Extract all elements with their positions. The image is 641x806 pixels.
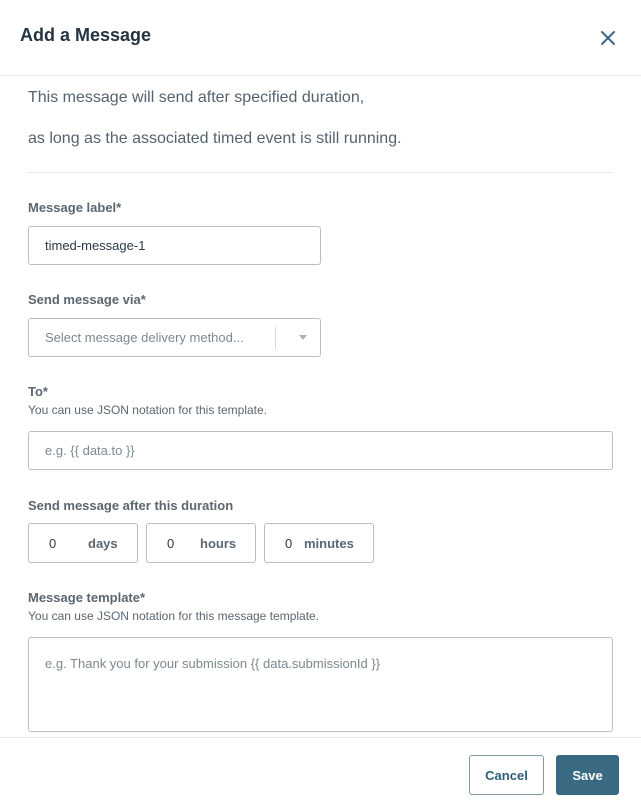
to-hint: You can use JSON notation for this template. bbox=[28, 403, 268, 417]
to-placeholder: e.g. {{ data.to }} bbox=[45, 443, 135, 458]
section-divider bbox=[28, 172, 612, 173]
message-label-heading: Message label* bbox=[28, 200, 122, 215]
message-label-value: timed-message-1 bbox=[45, 238, 146, 253]
select-divider bbox=[275, 327, 276, 349]
message-label-input[interactable] bbox=[28, 226, 321, 265]
intro-line-2: as long as the associated timed event is still running. bbox=[28, 130, 402, 147]
duration-heading: Send message after this duration bbox=[28, 498, 234, 513]
minutes-unit: minutes bbox=[304, 536, 354, 551]
intro-line-1: This message will send after specified duration, bbox=[28, 89, 365, 106]
minutes-value: 0 bbox=[285, 536, 293, 551]
template-placeholder: e.g. Thank you for your submission {{ data.submissionId }} bbox=[45, 656, 381, 671]
minutes-input[interactable] bbox=[264, 523, 374, 563]
chevron-down-icon[interactable] bbox=[299, 335, 307, 340]
save-button[interactable]: Save bbox=[556, 755, 619, 795]
to-input[interactable] bbox=[28, 431, 613, 470]
hours-value: 0 bbox=[167, 536, 175, 551]
modal-title: Add a Message bbox=[20, 25, 152, 45]
modal-body bbox=[0, 77, 641, 737]
modal-footer bbox=[0, 737, 641, 806]
send-via-heading: Send message via* bbox=[28, 292, 146, 307]
modal-header bbox=[0, 0, 641, 76]
cancel-button[interactable]: Cancel bbox=[469, 755, 544, 795]
days-unit: days bbox=[88, 536, 118, 551]
days-value: 0 bbox=[49, 536, 57, 551]
template-hint: You can use JSON notation for this message template. bbox=[28, 609, 320, 623]
template-heading: Message template* bbox=[28, 590, 146, 605]
close-icon[interactable] bbox=[596, 26, 620, 50]
to-heading: To* bbox=[28, 384, 48, 399]
hours-unit: hours bbox=[200, 536, 237, 551]
send-via-select[interactable] bbox=[28, 318, 321, 357]
send-via-placeholder: Select message delivery method... bbox=[45, 330, 244, 345]
days-input[interactable] bbox=[28, 523, 138, 563]
hours-input[interactable] bbox=[146, 523, 256, 563]
message-template-textarea[interactable] bbox=[28, 637, 613, 732]
